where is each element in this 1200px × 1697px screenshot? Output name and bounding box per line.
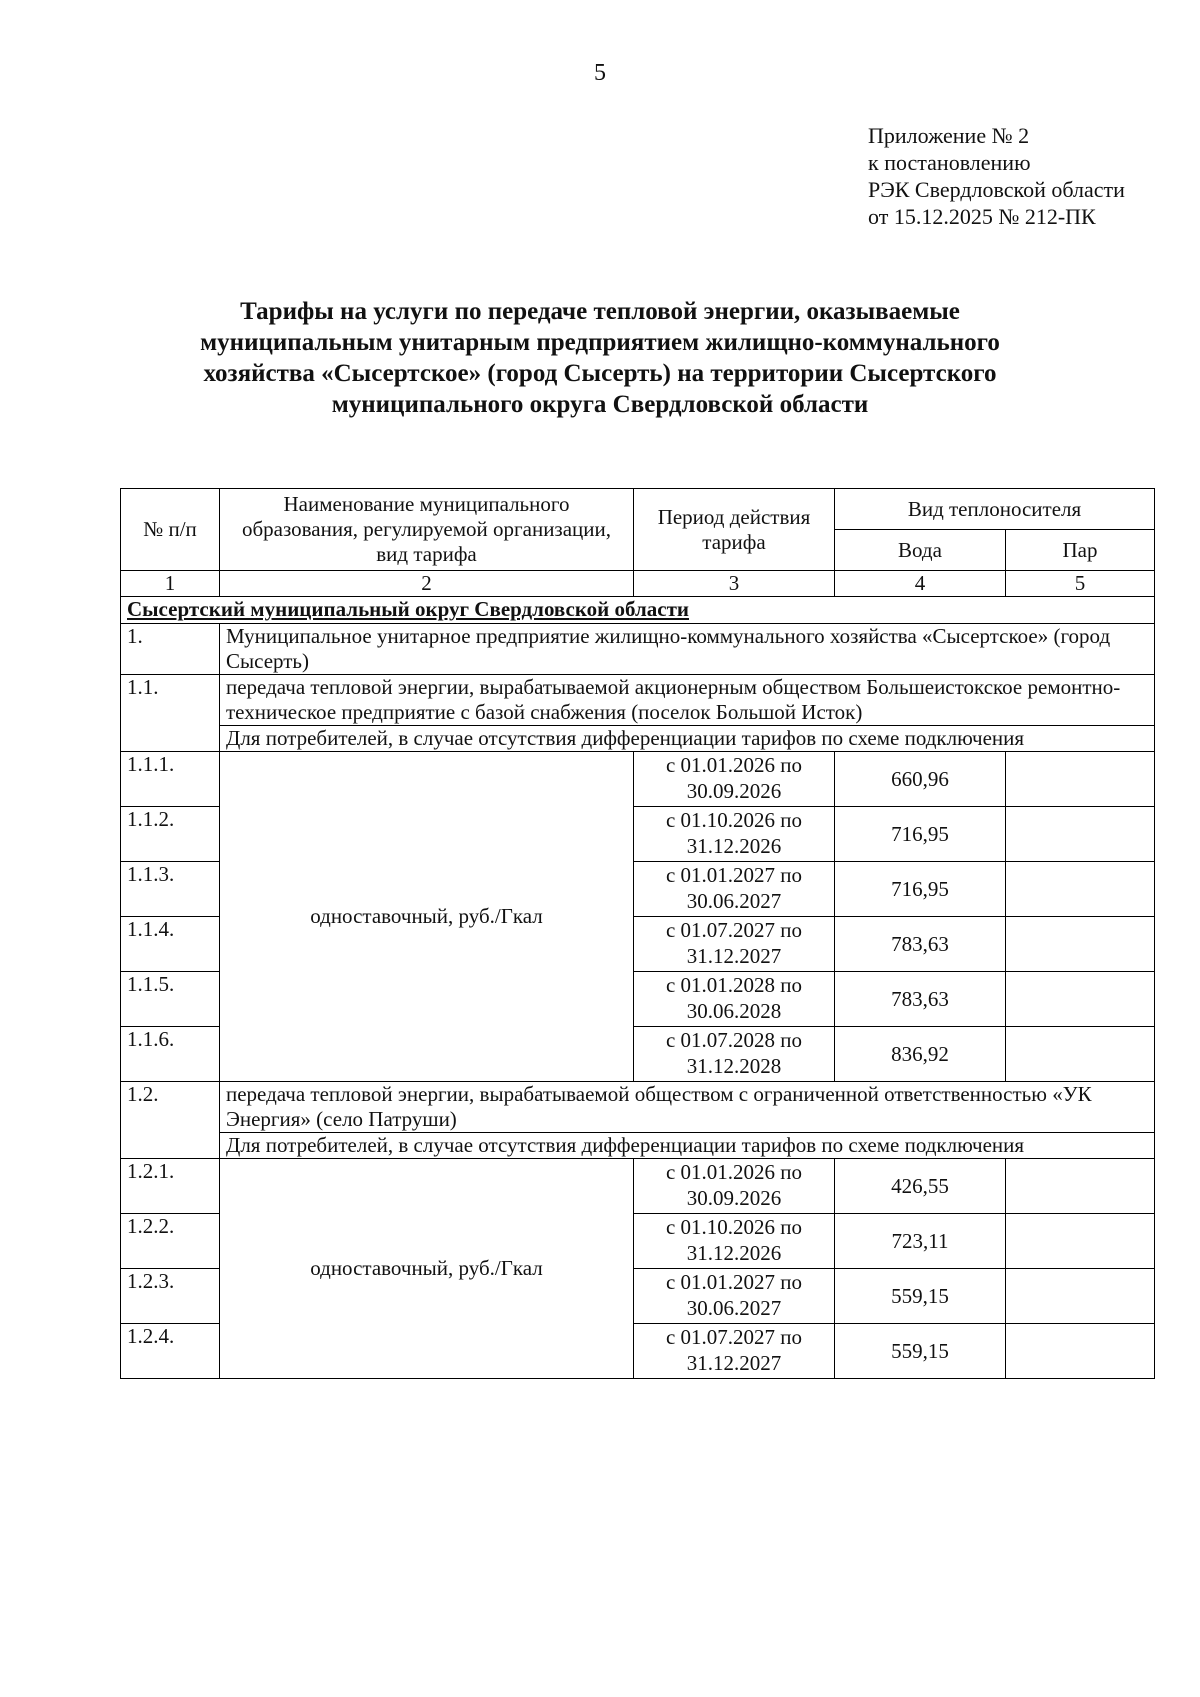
page-number: 5 — [594, 60, 606, 86]
column-number-row — [121, 571, 1155, 597]
water-value: 783,63 — [835, 972, 1006, 1027]
water-value: 559,15 — [835, 1324, 1006, 1379]
water-value: 723,11 — [835, 1214, 1006, 1269]
period-end: 30.06.2027 — [686, 889, 782, 913]
header-period: Период действия тарифа — [634, 489, 835, 571]
period-cell — [634, 1159, 835, 1214]
period-start: с 01.01.2027 по — [665, 1270, 803, 1294]
col-number: 5 — [1006, 571, 1155, 597]
header-carrier: Вид теплоносителя — [835, 489, 1155, 530]
period-end: 31.12.2026 — [686, 834, 782, 858]
period-end: 31.12.2027 — [686, 1351, 782, 1375]
section-row — [121, 1082, 1155, 1133]
header-name: Наименование муниципального образования, регулируемой организации, вид тарифа — [220, 489, 634, 571]
row-num: 1.1.2. — [121, 807, 220, 862]
tariff-row — [121, 1159, 1155, 1214]
appendix-line: от 15.12.2025 № 212-ПК — [868, 204, 1096, 229]
header-row — [121, 489, 1155, 530]
water-value: 426,55 — [835, 1159, 1006, 1214]
title-line: муниципального округа Свердловской области — [331, 391, 869, 418]
water-value: 716,95 — [835, 862, 1006, 917]
title-line: муниципальным унитарным предприятием жилищно-коммунального — [200, 329, 1000, 356]
period-end: 30.06.2027 — [686, 1296, 782, 1320]
col-number: 4 — [835, 571, 1006, 597]
period-start: с 01.07.2027 по — [665, 918, 803, 942]
period-end: 30.09.2026 — [686, 1186, 782, 1210]
col-number: 2 — [220, 571, 634, 597]
appendix-block — [868, 122, 1125, 230]
org-row — [121, 624, 1155, 675]
steam-value — [1006, 1159, 1155, 1214]
row-num: 1.1.5. — [121, 972, 220, 1027]
period-cell — [634, 972, 835, 1027]
water-value: 559,15 — [835, 1269, 1006, 1324]
document-title — [150, 296, 1050, 420]
period-cell — [634, 917, 835, 972]
period-end: 30.06.2028 — [686, 999, 782, 1023]
col-number: 3 — [634, 571, 835, 597]
consumers-row — [121, 1133, 1155, 1159]
period-start: с 01.01.2026 по — [665, 753, 803, 777]
header-num: № п/п — [121, 489, 220, 571]
region-row — [121, 597, 1155, 624]
tariff-type: одноставочный, руб./Гкал — [220, 1159, 634, 1379]
header-steam: Пар — [1006, 530, 1155, 571]
tariff-row — [121, 752, 1155, 807]
title-line: хозяйства «Сысертское» (город Сысерть) на территории Сысертского — [203, 360, 997, 387]
period-cell — [634, 752, 835, 807]
water-value: 783,63 — [835, 917, 1006, 972]
period-start: с 01.01.2027 по — [665, 863, 803, 887]
period-start: с 01.10.2026 по — [665, 1215, 803, 1239]
period-start: с 01.07.2027 по — [665, 1325, 803, 1349]
steam-value — [1006, 1027, 1155, 1082]
period-start: с 01.01.2028 по — [665, 973, 803, 997]
section-num: 1.2. — [121, 1082, 220, 1159]
row-num: 1.1.1. — [121, 752, 220, 807]
org-num: 1. — [121, 624, 220, 675]
row-num: 1.2.4. — [121, 1324, 220, 1379]
period-cell — [634, 1214, 835, 1269]
section-name: передача тепловой энергии, вырабатываемой обществом с ограниченной ответственностью «УК Энергия» (село Патруши) — [220, 1082, 1155, 1133]
period-start: с 01.07.2028 по — [665, 1028, 803, 1052]
period-cell — [634, 807, 835, 862]
steam-value — [1006, 1324, 1155, 1379]
region-name: Сысертский муниципальный округ Свердловской области — [121, 597, 1155, 624]
section-row — [121, 675, 1155, 726]
period-end: 30.09.2026 — [686, 779, 782, 803]
row-num: 1.1.6. — [121, 1027, 220, 1082]
tariff-type: одноставочный, руб./Гкал — [220, 752, 634, 1082]
period-cell — [634, 1324, 835, 1379]
period-end: 31.12.2028 — [686, 1054, 782, 1078]
row-num: 1.2.1. — [121, 1159, 220, 1214]
steam-value — [1006, 917, 1155, 972]
steam-value — [1006, 1214, 1155, 1269]
header-water: Вода — [835, 530, 1006, 571]
steam-value — [1006, 752, 1155, 807]
tariffs-table — [120, 488, 1155, 1379]
period-end: 31.12.2027 — [686, 944, 782, 968]
appendix-line: к постановлению — [868, 150, 1031, 175]
steam-value — [1006, 862, 1155, 917]
period-start: с 01.01.2026 по — [665, 1160, 803, 1184]
title-line: Тарифы на услуги по передаче тепловой энергии, оказываемые — [240, 298, 960, 325]
row-num: 1.2.3. — [121, 1269, 220, 1324]
period-start: с 01.10.2026 по — [665, 808, 803, 832]
steam-value — [1006, 807, 1155, 862]
period-end: 31.12.2026 — [686, 1241, 782, 1265]
consumers-row — [121, 726, 1155, 752]
steam-value — [1006, 1269, 1155, 1324]
consumers-text: Для потребителей, в случае отсутствия дифференциации тарифов по схеме подключения — [220, 726, 1155, 752]
period-cell — [634, 1269, 835, 1324]
period-cell — [634, 1027, 835, 1082]
appendix-line: РЭК Свердловской области — [868, 177, 1125, 202]
row-num: 1.1.4. — [121, 917, 220, 972]
water-value: 836,92 — [835, 1027, 1006, 1082]
period-cell — [634, 862, 835, 917]
appendix-line: Приложение № 2 — [868, 123, 1030, 148]
row-num: 1.2.2. — [121, 1214, 220, 1269]
row-num: 1.1.3. — [121, 862, 220, 917]
org-name: Муниципальное унитарное предприятие жилищно-коммунального хозяйства «Сысертское» (город Сысерть) — [220, 624, 1155, 675]
water-value: 716,95 — [835, 807, 1006, 862]
section-name: передача тепловой энергии, вырабатываемой акционерным обществом Большеистокское ремонтно-техническое предприятие с базой снабжения (поселок Большой Исток) — [220, 675, 1155, 726]
consumers-text: Для потребителей, в случае отсутствия дифференциации тарифов по схеме подключения — [220, 1133, 1155, 1159]
steam-value — [1006, 972, 1155, 1027]
section-num: 1.1. — [121, 675, 220, 752]
col-number: 1 — [121, 571, 220, 597]
water-value: 660,96 — [835, 752, 1006, 807]
